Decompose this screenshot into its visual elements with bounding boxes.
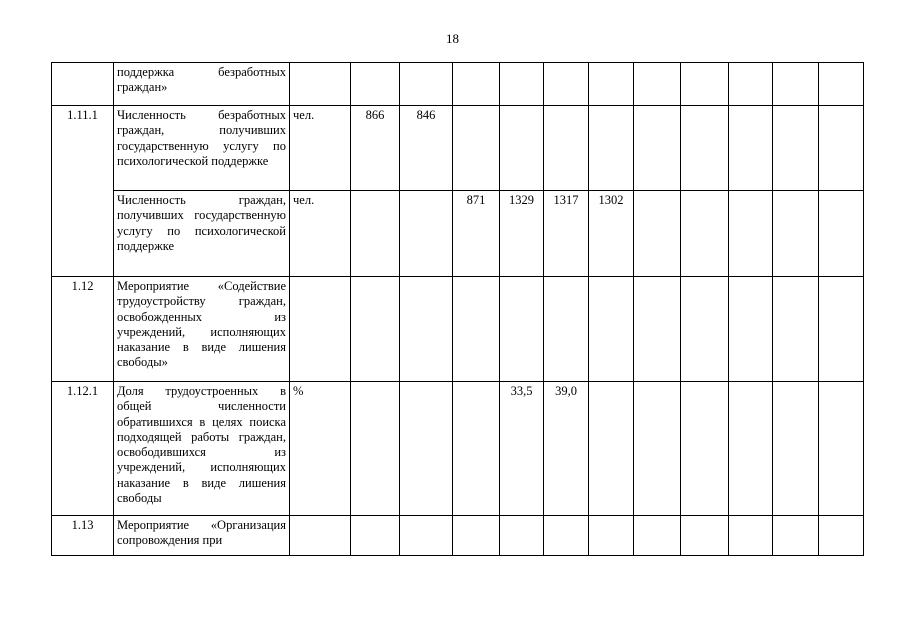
value-cell [681,382,729,516]
item-number-cell: 1.13 [52,516,114,556]
value-cell: 39,0 [544,382,589,516]
table-row [52,277,905,382]
value-cell [634,106,681,191]
indicator-name-cell: поддержка безработных граждан» [114,63,290,106]
item-number-cell: 1.11.1 [52,106,114,277]
value-cell [544,516,589,556]
value-cell [729,516,773,556]
item-number-cell: 1.12.1 [52,382,114,516]
value-cell: 1329 [500,191,544,277]
value-cell [589,277,634,382]
indicator-name-cell: Численность граждан, получивших государственную услугу по психологической поддержке [114,191,290,277]
value-cell [729,63,773,106]
value-cell [819,516,864,556]
value-cell [500,516,544,556]
value-cell [453,63,500,106]
value-cell [773,191,819,277]
unit-cell [290,277,351,382]
value-cell: 1317 [544,191,589,277]
value-cell: 846 [400,106,453,191]
value-cell [634,63,681,106]
value-cell [819,191,864,277]
indicator-name-cell: Мероприятие «Содействие трудоустройству граждан, освобожденных из учреждений, исполняющих наказание в виде лишения свободы» [114,277,290,382]
value-cell [453,277,500,382]
value-cell [634,277,681,382]
unit-cell: чел. [290,191,351,277]
table-row [52,516,905,556]
value-cell [500,106,544,191]
item-number-cell [52,63,114,106]
value-cell [400,63,453,106]
value-cell [729,191,773,277]
value-cell [681,63,729,106]
value-cell [729,382,773,516]
value-cell: 33,5 [500,382,544,516]
value-cell [773,106,819,191]
value-cell [819,63,864,106]
value-cell [729,106,773,191]
item-number-cell: 1.12 [52,277,114,382]
value-cell [773,382,819,516]
value-cell [589,382,634,516]
value-cell [819,277,864,382]
unit-cell: % [290,382,351,516]
value-cell [351,277,400,382]
value-cell [544,63,589,106]
value-cell [400,191,453,277]
value-cell [681,277,729,382]
value-cell [400,516,453,556]
value-cell [544,277,589,382]
value-cell [351,382,400,516]
value-cell [453,382,500,516]
indicator-name-cell: Мероприятие «Организация сопровождения при [114,516,290,556]
value-cell [544,106,589,191]
value-cell: 1302 [589,191,634,277]
unit-cell: чел. [290,106,351,191]
value-cell [351,516,400,556]
value-cell [773,516,819,556]
value-cell [819,382,864,516]
table-row [52,63,905,106]
value-cell [351,63,400,106]
page-number: 18 [446,31,459,46]
value-cell [453,516,500,556]
value-cell [634,382,681,516]
value-cell: 871 [453,191,500,277]
indicator-name-cell: Численность безработных граждан, получивших государственную услугу по психологической поддержке [114,106,290,191]
unit-cell [290,63,351,106]
value-cell [500,63,544,106]
value-cell: 866 [351,106,400,191]
value-cell [400,277,453,382]
value-cell [634,191,681,277]
table-body [52,63,905,556]
indicators-table [51,62,905,556]
value-cell [773,277,819,382]
value-cell [634,516,681,556]
table-row [52,191,905,277]
value-cell [589,106,634,191]
value-cell [453,106,500,191]
value-cell [773,63,819,106]
value-cell [681,106,729,191]
value-cell [500,277,544,382]
value-cell [681,191,729,277]
table-row [52,106,905,191]
value-cell [819,106,864,191]
value-cell [351,191,400,277]
indicator-name-cell: Доля трудоустроенных в общей численности обратившихся в целях поиска подходящей работы граждан, освободившихся из учреждений, исполняющих наказание в виде лишения свободы [114,382,290,516]
table-row [52,382,905,516]
value-cell [589,63,634,106]
value-cell [681,516,729,556]
unit-cell [290,516,351,556]
value-cell [400,382,453,516]
value-cell [729,277,773,382]
value-cell [589,516,634,556]
